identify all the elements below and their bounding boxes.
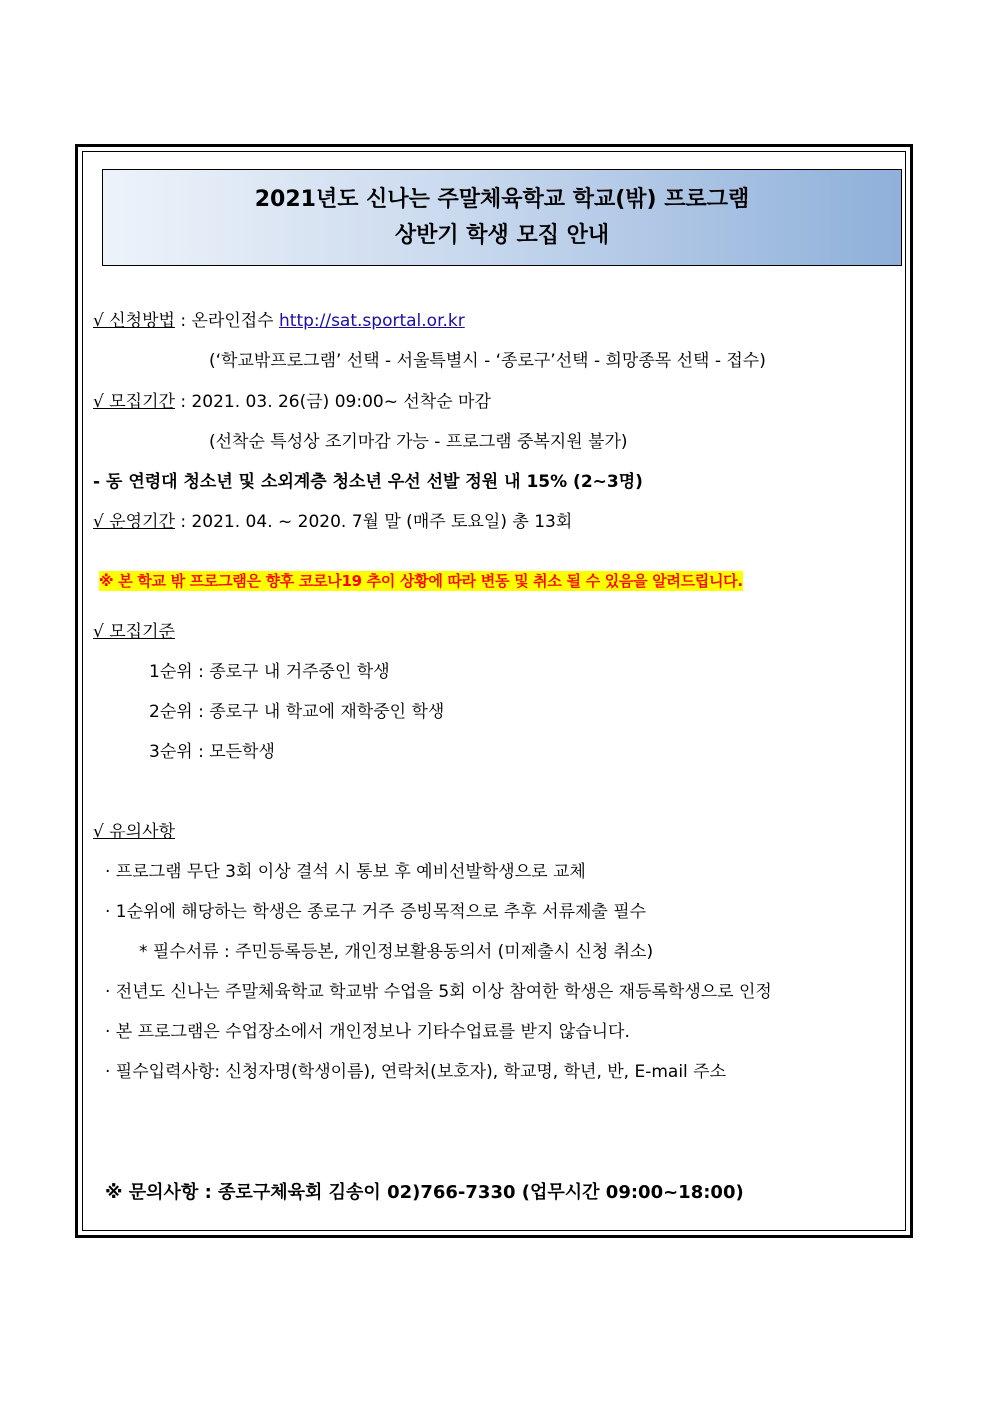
title-box [102, 169, 902, 266]
title-line-1: 2021년도 신나는 주말체육학교 학교(밖) 프로그램 [254, 186, 750, 212]
criteria-label: √ 모집기준 [93, 622, 175, 642]
recruit-period-label: √ 모집기간 [93, 392, 175, 412]
operation-period-sep: : [174, 512, 192, 532]
title-line-2: 상반기 학생 모집 안내 [394, 222, 610, 248]
apply-label: √ 신청방법 [93, 311, 175, 331]
covid-notice: ※ 본 학교 밖 프로그램은 향후 코로나19 추이 상황에 따라 변동 및 취소 될 수 있음을 알려드립니다. [99, 572, 743, 590]
apply-url-link[interactable]: http://sat.sportal.or.kr [279, 311, 465, 331]
cautions-label: √ 유의사항 [93, 822, 175, 842]
caution-required-docs: * 필수서류 : 주민등록등본, 개인정보활용동의서 (미제출시 신청 취소) [139, 942, 654, 962]
apply-steps: (‘학교밖프로그램’ 선택 - 서울특별시 - ‘종로구’선택 - 희망종목 선택 - 접수) [209, 351, 766, 371]
recruit-period-text: 2021. 03. 26(금) 09:00~ 선착순 마감 [191, 392, 491, 412]
document-border [75, 144, 913, 1238]
caution-item-1: · 프로그램 무단 3회 이상 결석 시 통보 후 예비선발학생으로 교체 [105, 862, 586, 882]
cautions-row [93, 820, 175, 844]
recruit-period-note: (선착순 특성상 조기마감 가능 - 프로그램 중복지원 불가) [209, 432, 628, 452]
operation-period-row [93, 510, 572, 534]
document-inner-border [82, 151, 906, 1231]
criteria-item-3: 3순위 : 모든학생 [149, 742, 275, 762]
caution-item-3: · 전년도 신나는 주말체육학교 학교밖 수업을 5회 이상 참여한 학생은 재등록학생으로 인정 [105, 982, 772, 1002]
operation-period-text: 2021. 04. ~ 2020. 7월 말 (매주 토요일) 총 13회 [191, 512, 573, 532]
notice-row [99, 569, 743, 593]
apply-sep: : [174, 311, 192, 331]
caution-item-4: · 본 프로그램은 수업장소에서 개인정보나 기타수업료를 받지 않습니다. [105, 1022, 630, 1042]
recruit-period-row [93, 390, 491, 414]
criteria-row [93, 620, 175, 644]
priority-note: - 동 연령대 청소년 및 소외계층 청소년 우선 선발 정원 내 15% (2~3명) [93, 472, 643, 492]
criteria-item-2: 2순위 : 종로구 내 학교에 재학중인 학생 [149, 702, 445, 722]
criteria-item-1: 1순위 : 종로구 내 거주중인 학생 [149, 662, 390, 682]
contact-info: ※ 문의사항 : 종로구체육회 김송이 02)766-7330 (업무시간 09:00~18:00) [105, 1182, 744, 1203]
apply-text: 온라인접수 [191, 311, 279, 331]
caution-item-5: · 필수입력사항: 신청자명(학생이름), 연락처(보호자), 학교명, 학년, 반, E-mail 주소 [105, 1062, 727, 1082]
caution-item-2: · 1순위에 해당하는 학생은 종로구 거주 증빙목적으로 추후 서류제출 필수 [105, 902, 647, 922]
recruit-period-sep: : [174, 392, 192, 412]
operation-period-label: √ 운영기간 [93, 512, 175, 532]
apply-row [93, 309, 465, 333]
